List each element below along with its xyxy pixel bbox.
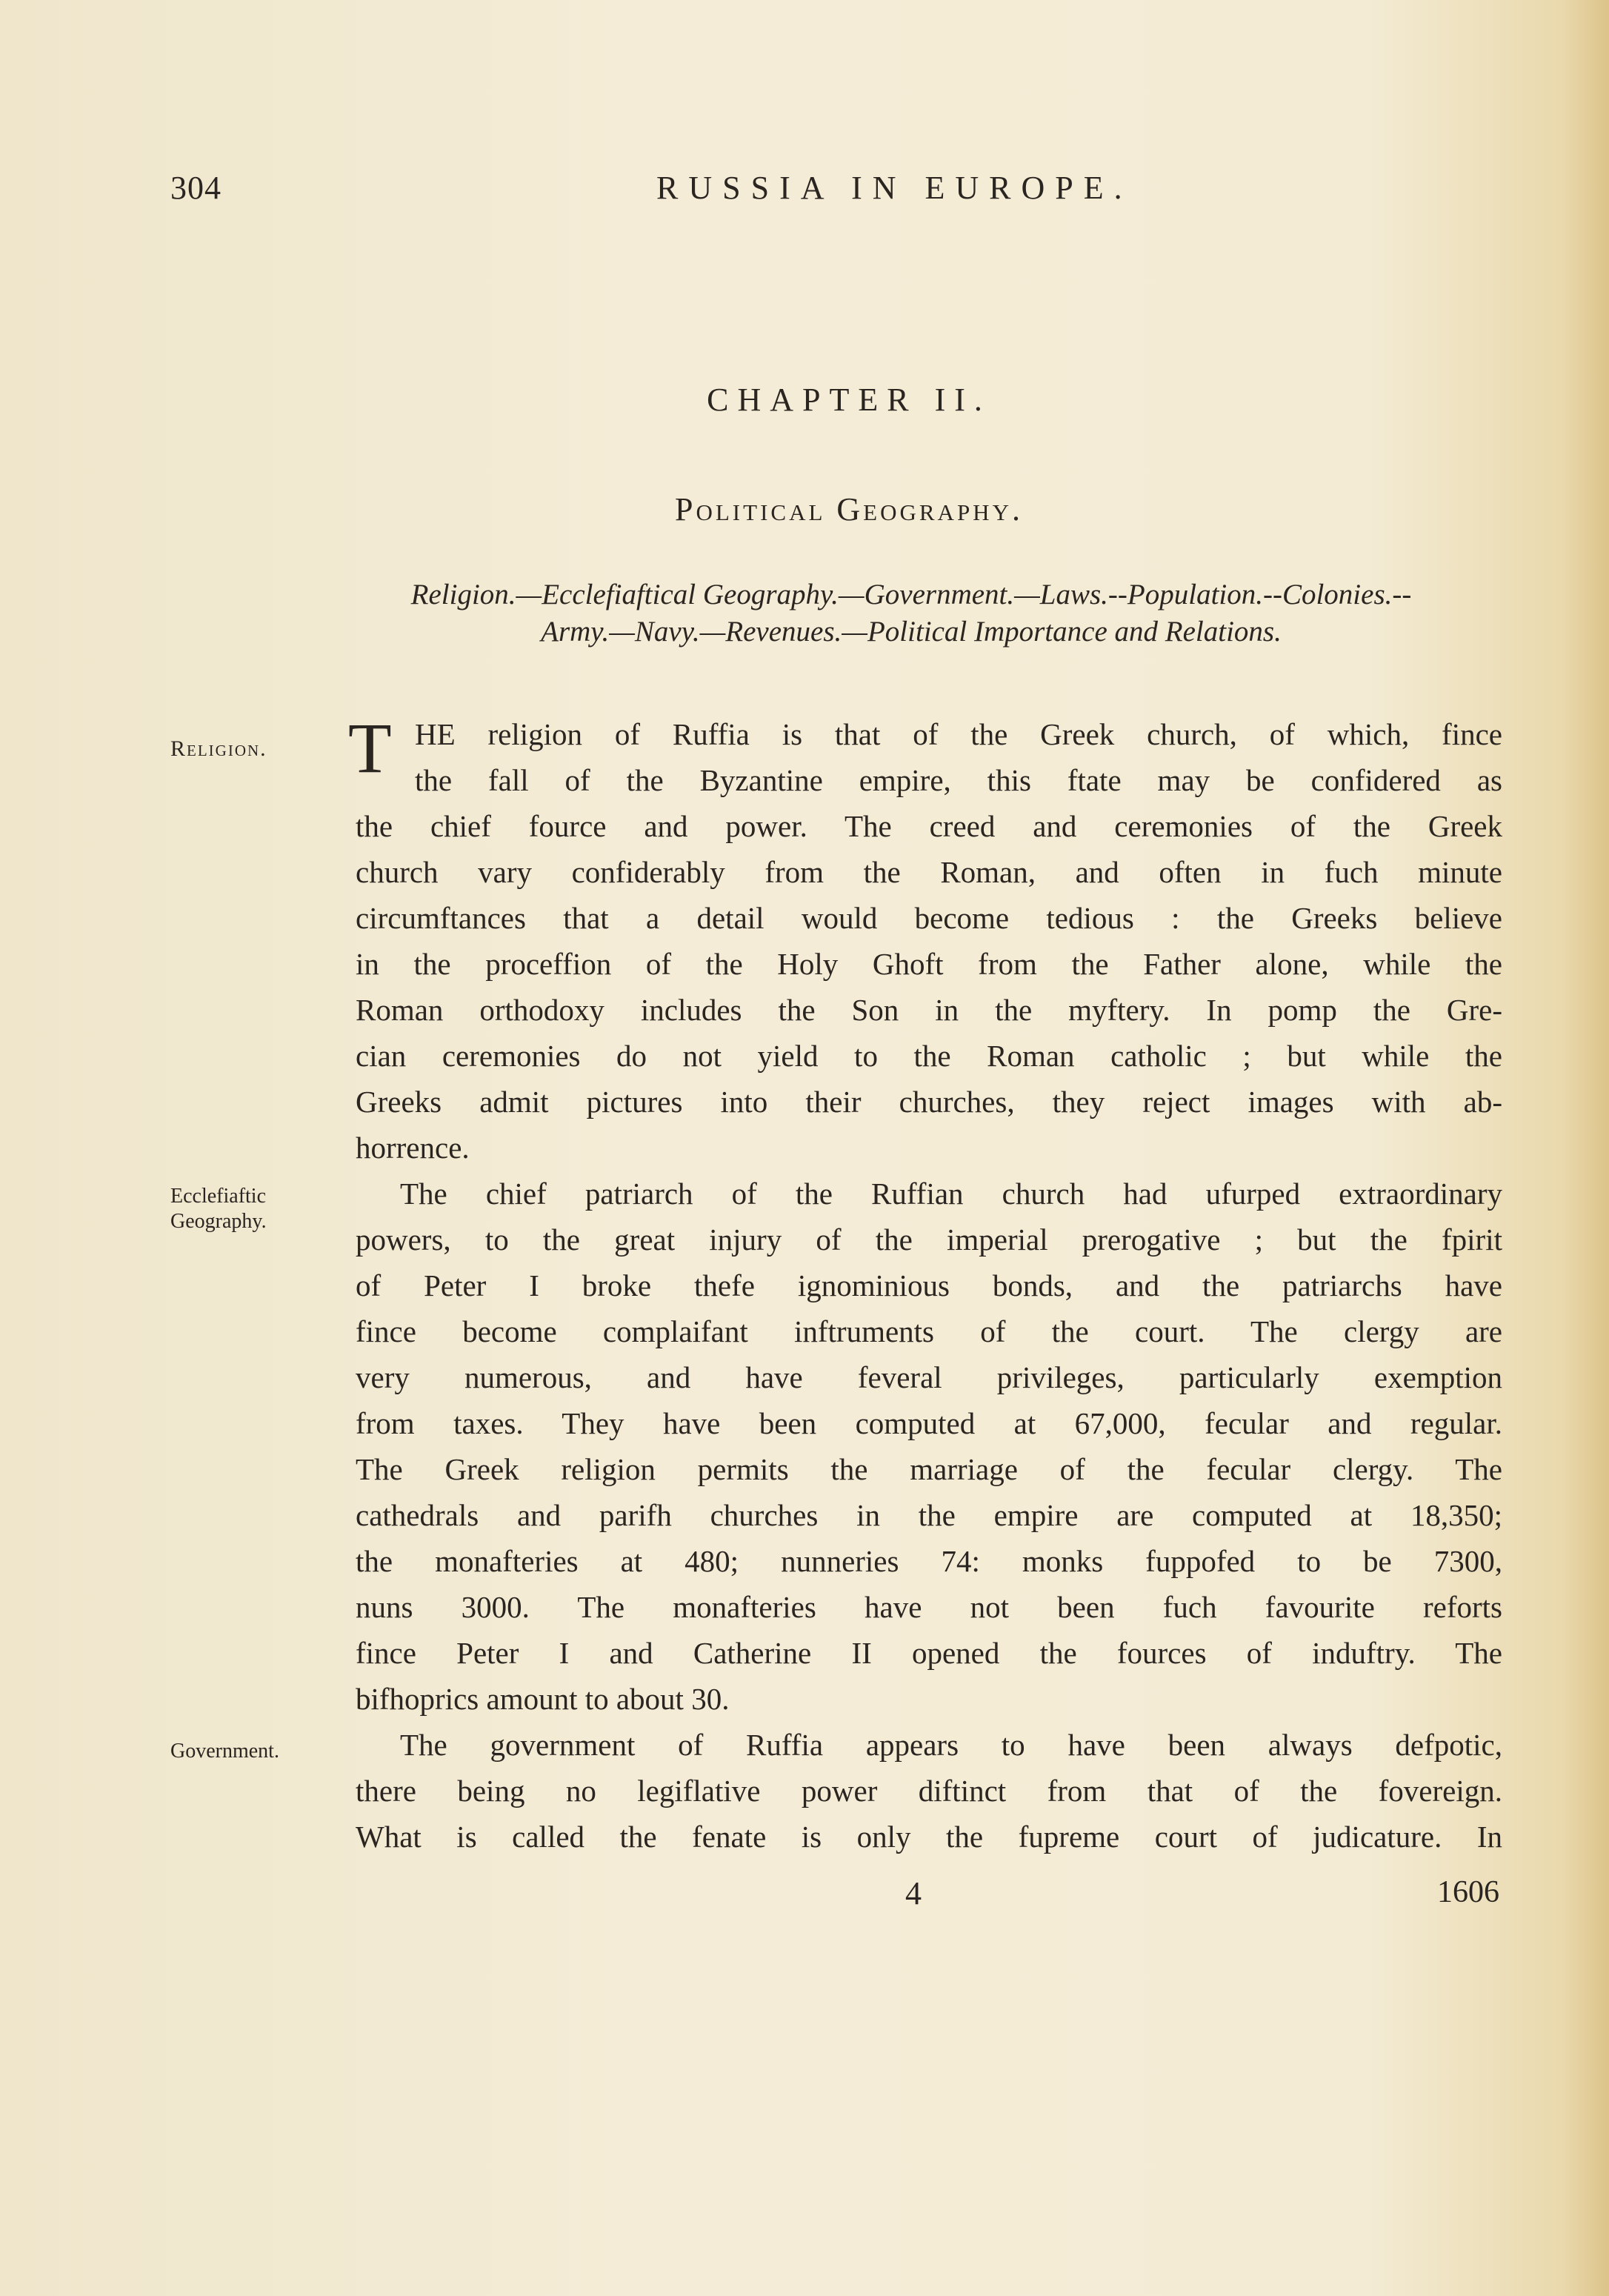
catchword: 1606: [1437, 1875, 1499, 1909]
text-line: The Greek religion permits the marriage of the fecular clergy. The: [356, 1452, 1502, 1486]
text-line: HE religion of Ruffia is that of the Greek church, of which, fince: [415, 717, 1502, 751]
text-line: Greeks admit pictures into their churches, they reject images with ab-: [356, 1085, 1502, 1119]
text-line: circumftances that a detail would become tedious : the Greeks believe: [356, 901, 1502, 935]
text-line: from taxes. They have been computed at 67,000, fecular and regular.: [356, 1406, 1502, 1440]
paragraph-religion: [348, 708, 1502, 1171]
text-line: fince Peter I and Catherine II opened the fources of induftry. The: [356, 1636, 1502, 1670]
text-line: nuns 3000. The monafteries have not been fuch favourite reforts: [356, 1590, 1502, 1624]
text-line: cian ceremonies do not yield to the Roman catholic ; but while the: [356, 1039, 1502, 1073]
text-line: The government of Ruffia appears to have been always defpotic,: [400, 1728, 1502, 1762]
body-text: [348, 708, 1502, 1860]
text-line: the monafteries at 480; nunneries 74: monks fuppofed to be 7300,: [356, 1544, 1502, 1578]
text-line: The chief patriarch of the Ruffian church had ufurped extraordinary: [400, 1177, 1502, 1211]
margin-note-religion: Religion.: [170, 736, 267, 761]
text-line: there being no legiflative power diftinct from that of the fovereign.: [356, 1774, 1502, 1808]
margin-note-ecclesiastic-line-2: Geography.: [170, 1210, 267, 1233]
text-line: cathedrals and parifh churches in the empire are computed at 18,350;: [356, 1498, 1502, 1532]
margin-note-ecclesiastic-line-1: Ecclefiaftic: [170, 1185, 267, 1208]
chapter-heading: CHAPTER II.: [707, 382, 991, 418]
text-line: very numerous, and have feveral privileges, particularly exemption: [356, 1360, 1502, 1394]
text-line: bifhoprics amount to about 30.: [356, 1682, 730, 1716]
text-line: the fall of the Byzantine empire, this ftate may be confidered as: [415, 763, 1502, 797]
text-line: church vary confiderably from the Roman, and often in fuch minute: [356, 855, 1502, 889]
text-line: fince become complaifant inftruments of the court. The clergy are: [356, 1314, 1502, 1348]
page-header: [170, 169, 1245, 213]
page-number: 304: [170, 170, 221, 206]
contents-line-2: Army.—Navy.—Revenues.—Political Importance and Relations.: [541, 616, 1282, 648]
paragraph-ecclesiastic: [356, 1171, 1502, 1722]
margin-note-government: Government.: [170, 1740, 279, 1763]
text-line: the chief fource and power. The creed and ceremonies of the Greek: [356, 809, 1502, 843]
margin-note-ecclesiastic: [170, 1184, 341, 1234]
section-title: Political Geography.: [675, 491, 1023, 528]
text-line: What is called the fenate is only the fupreme court of judicature. In: [356, 1820, 1502, 1854]
text-line: powers, to the great injury of the imperial prerogative ; but the fpirit: [356, 1222, 1502, 1257]
paragraph-government: [356, 1722, 1502, 1860]
text-line: in the proceffion of the Holy Ghoft from the Father alone, while the: [356, 947, 1502, 981]
chapter-contents: [348, 576, 1474, 650]
running-title: RUSSIA IN EUROPE.: [656, 170, 1133, 206]
signature-mark: 4: [905, 1875, 922, 1911]
text-line: horrence.: [356, 1131, 470, 1165]
drop-cap: T: [348, 708, 392, 788]
text-line: Roman orthodoxy includes the Son in the myftery. In pomp the Gre-: [356, 993, 1502, 1027]
text-line: of Peter I broke thefe ignominious bonds, and the patriarchs have: [356, 1268, 1502, 1302]
contents-line-1: Religion.—Ecclefiaftical Geography.—Government.—Laws.--Population.--Colonies.--: [410, 579, 1412, 610]
